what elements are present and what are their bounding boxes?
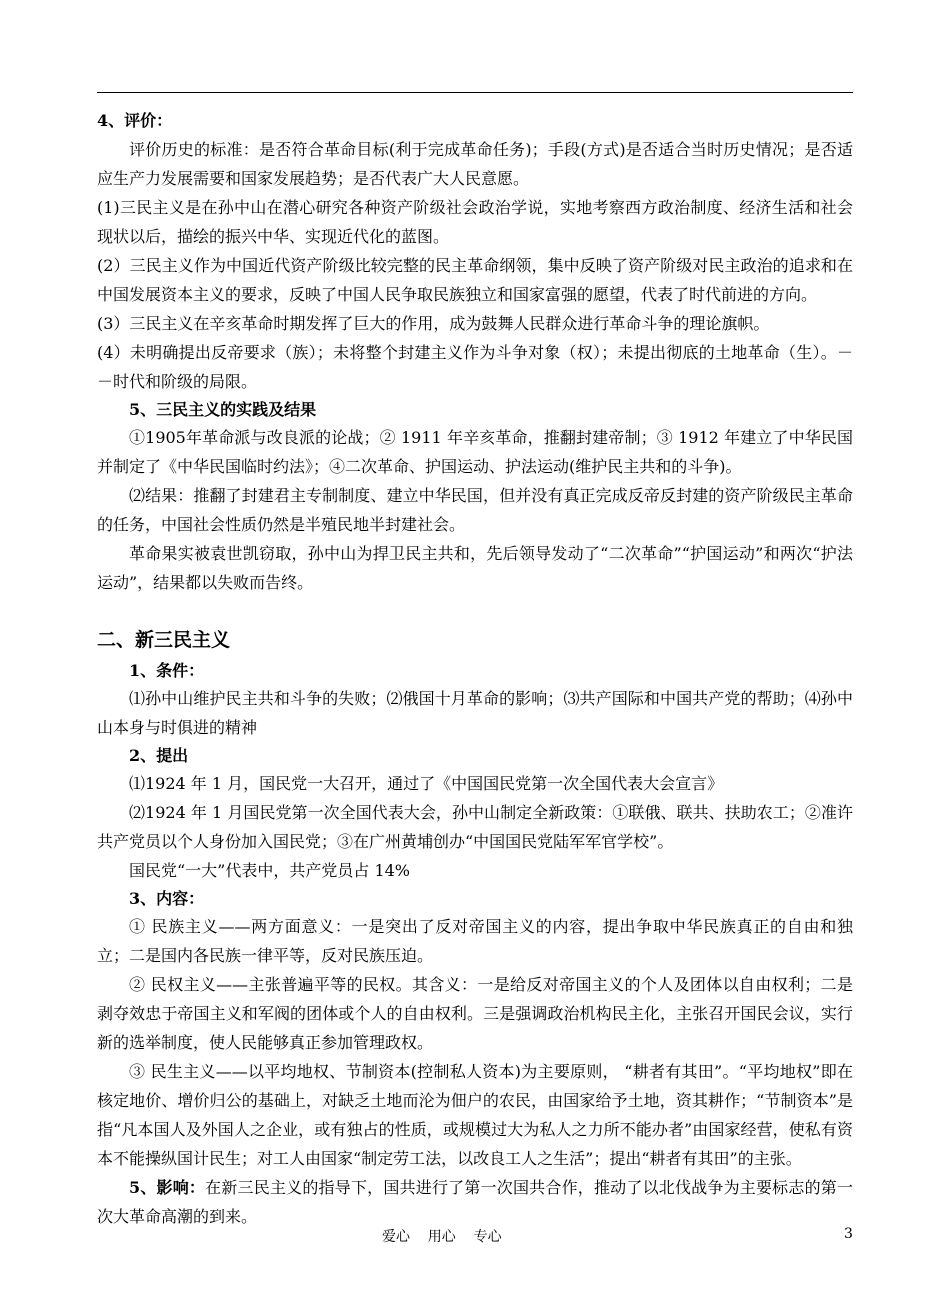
evaluation-point-1: (1)三民主义是在孙中山在潜心研究各种资产阶级社会政治学说，实地考察西方政治制度、经济生活和社会现状以后，描绘的振兴中华、实现近代化的蓝图。	[97, 198, 853, 246]
header-rule	[97, 92, 853, 93]
livelihood-paragraph: ③ 民生主义——以平均地权、节制资本(控制私人资本)为主要原则， “耕者有其田”。“平均地权”即在核定地价、增价归公的基础上，对缺乏土地而沦为佃户的农民，由国家给予土地，资其耕作；“节制资本”是指“凡本国人及外国人之企业，或有独占的性质，或规模过大为私人之力所不能办者”由国家经营，使私有资本不能操纵国计民生；对工人由国家“制定劳工法，以改良工人之生活”；提出“耕者有其田”的主张。	[97, 1062, 853, 1168]
evaluation-point-2: (2）三民主义作为中国近代资产阶级比较完整的民主革命纲领，集中反映了资产阶级对民主政治的追求和在中国发展资本主义的要求，反映了中国人民争取民族独立和国家富强的愿望，代表了时代前进的方向。	[97, 256, 853, 304]
evaluation-point-3: (3）三民主义在辛亥革命时期发挥了巨大的作用，成为鼓舞人民群众进行革命斗争的理论旗帜。	[97, 314, 770, 333]
footer-motto: 爱心 用心 专心	[382, 1229, 502, 1245]
section-5-heading: 5、三民主义的实践及结果	[129, 400, 317, 419]
section-4-heading: 4、评价：	[97, 111, 173, 130]
proposal-paragraph-1: ⑴1924 年 1 月，国民党一大召开，通过了《中国国民党第一次全国代表大会宣言》	[129, 774, 724, 793]
proposal-paragraph-3: 国民党“一大”代表中，共产党员占 14%	[129, 861, 411, 880]
proposal-heading: 2、提出	[129, 746, 189, 765]
practice-paragraph-3: 革命果实被袁世凯窃取，孙中山为捍卫民主共和，先后领导发动了“二次革命”“护国运动”和两次“护法运动”，结果都以失败而告终。	[97, 544, 853, 592]
page-number: 3	[844, 1226, 853, 1242]
practice-paragraph-1: ①1905年革命派与改良派的论战；② 1911 年辛亥革命，推翻封建帝制；③ 1912 年建立了中华民国并制定了《中华民国临时约法》；④二次革命、护国运动、护法运动(维护民主共和的斗争)。	[97, 428, 853, 476]
influence-paragraph	[97, 1173, 853, 1231]
democracy-paragraph: ② 民权主义——主张普遍平等的民权。其含义：一是给反对帝国主义的个人及团体以自由权利；二是剥夺效忠于帝国主义和军阀的团体或个人的自由权利。三是强调政治机构民主化，主张召开国民会议，实行新的选举制度，使人民能够真正参加管理政权。	[97, 975, 853, 1052]
part-2-title: 二、新三民主义	[97, 629, 231, 651]
conditions-heading: 1、条件：	[129, 661, 205, 680]
influence-text: 在新三民主义的指导下，国共进行了第一次国共合作，推动了以北伐战争为主要标志的第一次大革命高潮的到来。	[97, 1178, 853, 1226]
practice-paragraph-2: ⑵结果：推翻了封建君主专制制度、建立中华民国，但并没有真正完成反帝反封建的资产阶级民主革命的任务，中国社会性质仍然是半殖民地半封建社会。	[97, 486, 853, 534]
conditions-paragraph: ⑴孙中山维护民主共和斗争的失败；⑵俄国十月革命的影响；⑶共产国际和中国共产党的帮助；⑷孙中山本身与时俱进的精神	[97, 689, 853, 737]
nationalism-paragraph: ① 民族主义——两方面意义：一是突出了反对帝国主义的内容，提出争取中华民族真正的自由和独立；二是国内各民族一律平等，反对民族压迫。	[97, 917, 853, 965]
evaluation-standard-paragraph: 评价历史的标准：是否符合革命目标(利于完成革命任务)；手段(方式)是否适合当时历史情况；是否适应生产力发展需要和国家发展趋势；是否代表广大人民意愿。	[97, 140, 853, 188]
content-heading: 3、内容：	[129, 889, 205, 908]
proposal-paragraph-2: ⑵1924 年 1 月国民党第一次全国代表大会，孙中山制定全新政策：①联俄、联共、扶助农工；②准许共产党员以个人身份加入国民党；③在广州黄埔创办“中国国民党陆军军官学校”。	[97, 803, 853, 851]
document-body	[97, 106, 853, 1231]
influence-label: 5、影响：	[129, 1178, 206, 1197]
evaluation-point-4: (4）未明确提出反帝要求（族）；未将整个封建主义作为斗争对象（权）；未提出彻底的土地革命（生）。－－时代和阶级的局限。	[97, 343, 853, 391]
